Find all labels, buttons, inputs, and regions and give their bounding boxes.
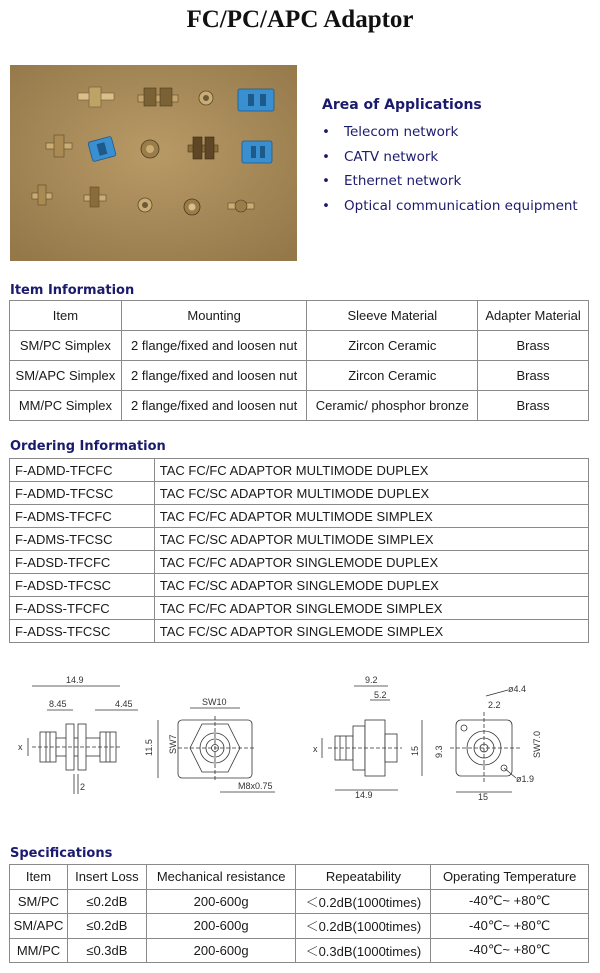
drawing-side-view-fcsc [313,675,402,800]
ordering-information-table [9,458,589,643]
dim-label: 2.2 [488,700,501,710]
page-title: FC/PC/APC Adaptor [186,6,414,33]
table-row [10,889,589,914]
table-cell: -40℃~ +80℃ [431,889,589,914]
dim-label: x [313,744,318,754]
product-photo [10,65,297,261]
dim-label: M8x0.75 [238,781,273,791]
applications-list [322,120,592,219]
table-cell: ＜0.3dB(1000times) [296,938,431,963]
table-cell: Brass [478,361,589,391]
table-row [10,528,589,551]
table-cell: Brass [478,331,589,361]
table-cell: Brass [478,391,589,421]
table-cell: 200-600g [146,914,296,939]
part-number-cell: F-ADMS-TFCSC [10,528,155,551]
list-item: • Telecom network [322,120,592,145]
dim-label: SW7.0 [532,730,542,758]
table-cell: Ceramic/ phosphor bronze [307,391,478,421]
part-number-cell: F-ADSD-TFCFC [10,551,155,574]
dim-label: 14.9 [66,675,84,685]
specifications-heading: Specifications [10,846,113,861]
adaptor-brass-9 [138,198,152,212]
table-header-cell: Item [10,865,68,890]
dim-label: 15 [478,792,489,802]
dim-label: 4.45 [115,699,133,709]
table-cell: 2 flange/fixed and loosen nut [121,391,307,421]
adaptor-brass-10 [184,199,200,215]
table-cell: 2 flange/fixed and loosen nut [121,331,307,361]
bullet-icon: • [322,173,330,190]
table-row [10,391,589,421]
dim-label: 5.2 [374,690,387,700]
dim-label: SW10 [202,697,227,707]
table-row [10,620,589,643]
drawing-side-view-fc [18,675,138,794]
table-row [10,482,589,505]
dim-label: 8.45 [49,699,67,709]
dim-label: SW7 [168,734,178,754]
dim-label: ø1.9 [516,774,535,784]
table-header-cell: Operating Temperature [431,865,589,890]
part-number-cell: F-ADSS-TFCFC [10,597,155,620]
table-header-cell: Insert Loss [67,865,146,890]
table-cell: ≤0.3dB [67,938,146,963]
part-number-cell: F-ADMD-TFCFC [10,459,155,482]
table-header-cell: Item [10,301,122,331]
description-cell: TAC FC/SC ADAPTOR SINGLEMODE SIMPLEX [154,620,588,643]
adaptor-blue-3 [242,141,272,163]
table-cell: Zircon Ceramic [307,331,478,361]
dim-label: x [18,742,23,752]
description-cell: TAC FC/FC ADAPTOR SINGLEMODE SIMPLEX [154,597,588,620]
table-cell: 2 flange/fixed and loosen nut [121,361,307,391]
specifications-table [9,864,589,963]
part-number-cell: F-ADMS-TFCFC [10,505,155,528]
item-information-table [9,300,589,421]
description-cell: TAC FC/SC ADAPTOR MULTIMODE DUPLEX [154,482,588,505]
list-item: • CATV network [322,145,592,170]
description-cell: TAC FC/FC ADAPTOR SINGLEMODE DUPLEX [154,551,588,574]
table-row [10,914,589,939]
adaptor-blue-1 [238,89,274,111]
table-cell: 200-600g [146,938,296,963]
table-header-cell: Repeatability [296,865,431,890]
table-row [10,505,589,528]
table-cell: ≤0.2dB [67,914,146,939]
dim-label: 2 [80,782,86,792]
dim-label: 9.3 [434,745,444,758]
drawing-front-view-nut [144,697,275,792]
part-number-cell: F-ADSS-TFCSC [10,620,155,643]
table-cell: ≤0.2dB [67,889,146,914]
dim-label: 9.2 [365,675,378,685]
adaptor-brass-3 [199,91,213,105]
description-cell: TAC FC/FC ADAPTOR MULTIMODE SIMPLEX [154,505,588,528]
table-row [10,361,589,391]
dim-label: 14.9 [355,790,373,800]
table-row [10,574,589,597]
technical-drawings [10,672,590,807]
table-row [10,597,589,620]
table-row [10,938,589,963]
list-item: • Ethernet network [322,169,592,194]
table-cell: ＜0.2dB(1000times) [296,889,431,914]
applications-section [322,97,592,219]
table-cell: -40℃~ +80℃ [431,938,589,963]
description-cell: TAC FC/FC ADAPTOR MULTIMODE DUPLEX [154,459,588,482]
table-header-cell: Mechanical resistance [146,865,296,890]
part-number-cell: F-ADMD-TFCSC [10,482,155,505]
table-cell: ＜0.2dB(1000times) [296,914,431,939]
table-cell: MM/PC Simplex [10,391,122,421]
ordering-information-heading: Ordering Information [10,439,166,454]
item-information-heading: Item Information [10,283,135,298]
description-cell: TAC FC/SC ADAPTOR SINGLEMODE DUPLEX [154,574,588,597]
dim-label: 11.5 [144,739,154,756]
bullet-icon: • [322,148,330,165]
applications-heading: Area of Applications [322,97,482,113]
adaptor-brass-5 [141,140,159,158]
table-cell: SM/APC Simplex [10,361,122,391]
bullet-icon: • [322,198,330,215]
table-row [10,331,589,361]
table-header-cell: Mounting [121,301,307,331]
table-header-cell: Sleeve Material [307,301,478,331]
table-header-row [10,301,589,331]
table-header-cell: Adapter Material [478,301,589,331]
description-cell: TAC FC/SC ADAPTOR MULTIMODE SIMPLEX [154,528,588,551]
table-row [10,551,589,574]
drawing-front-view-flange [410,684,542,802]
table-cell: SM/PC Simplex [10,331,122,361]
table-cell: -40℃~ +80℃ [431,914,589,939]
table-cell: MM/PC [10,938,68,963]
list-item: • Optical communication equipment [322,194,592,219]
dim-label: 15 [410,745,420,756]
dim-label: ø4.4 [508,684,527,694]
table-cell: SM/APC [10,914,68,939]
table-cell: 200-600g [146,889,296,914]
table-row [10,459,589,482]
table-cell: SM/PC [10,889,68,914]
table-header-row [10,865,589,890]
bullet-icon: • [322,124,330,140]
part-number-cell: F-ADSD-TFCSC [10,574,155,597]
table-cell: Zircon Ceramic [307,361,478,391]
